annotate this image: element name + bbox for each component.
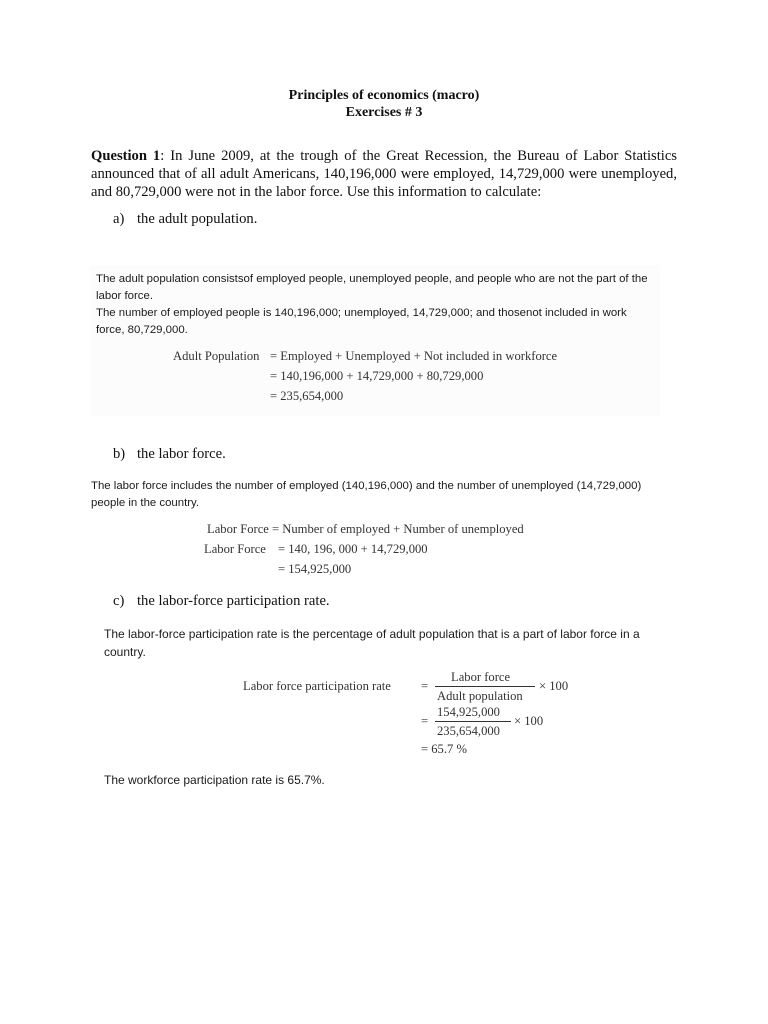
part-b-explanation-line-2: people in the country. <box>91 497 200 509</box>
part-c-prompt <box>113 593 330 610</box>
part-b-equation-line-1: Labor Force = Number of employed + Number of unemployed <box>207 522 524 536</box>
fraction-1-multiplier: × 100 <box>539 679 569 693</box>
part-c-explanation-line-2: country. <box>104 645 146 659</box>
fraction-2-bar <box>435 721 511 722</box>
document-subtitle: Exercises # 3 <box>345 105 423 120</box>
part-a-equation-line-2: = 140,196,000 + 14,729,000 + 80,729,000 <box>270 369 484 383</box>
part-a-equation-line-3: = 235,654,000 <box>270 389 344 403</box>
part-b-equation-line-3: = 154,925,000 <box>278 562 352 576</box>
part-c-result: = 65.7 % <box>421 742 467 756</box>
part-b-equation-lhs: Labor Force <box>204 542 266 556</box>
part-a-prompt-text: the adult population. <box>137 211 258 227</box>
part-a-equation-lhs: Adult Population <box>173 349 260 363</box>
part-a-explanation-line-1: The adult population consistsof employed people, unemployed people, and people who are not the part of the <box>96 273 648 285</box>
part-b-explanation-line-1: The labor force includes the number of employed (140,196,000) and the number of unemployed (14,729,000) <box>91 480 642 492</box>
part-c-equals-2: = <box>421 714 429 728</box>
part-c-prompt-text: the labor-force participation rate. <box>137 593 330 609</box>
fraction-1-numerator: Labor force <box>451 670 511 684</box>
part-a-explanation-line-4: force, 80,729,000. <box>96 324 188 336</box>
part-b-equation-line-2: = 140, 196, 000 + 14,729,000 <box>278 542 428 556</box>
question-label: Question 1 <box>91 148 161 164</box>
fraction-1-denominator: Adult population <box>437 689 523 703</box>
part-c-equation-lhs: Labor force participation rate <box>243 679 391 693</box>
part-a-prompt <box>113 211 257 228</box>
part-c-conclusion: The workforce participation rate is 65.7%. <box>104 773 325 787</box>
fraction-2-denominator: 235,654,000 <box>437 724 500 738</box>
part-b-prompt-text: the labor force. <box>137 446 226 462</box>
question-1-text <box>91 147 677 201</box>
part-c-explanation-line-1: The labor-force participation rate is the percentage of adult population that is a part of labor force in a <box>104 627 640 641</box>
part-c-equals-1: = <box>421 679 429 693</box>
document-title: Principles of economics (macro) <box>288 88 480 103</box>
part-b-label: b) <box>113 446 126 462</box>
question-body: : In June 2009, at the trough of the Great Recession, the Bureau of Labor Statistics announced that of all adult Americans, 140,196,000 were employed, 14,729,000 were unemployed, and 80,729,000 were not in the labor force. Use this information to calculate: <box>91 148 677 200</box>
fraction-1-bar <box>435 686 535 687</box>
fraction-2-numerator: 154,925,000 <box>437 705 500 719</box>
part-b-prompt <box>113 446 226 463</box>
fraction-2-multiplier: × 100 <box>514 714 544 728</box>
part-a-equation-line-1: = Employed + Unemployed + Not included in workforce <box>270 349 558 363</box>
part-a-explanation-line-3: The number of employed people is 140,196,000; unemployed, 14,729,000; and thosenot included in work <box>96 307 627 319</box>
part-c-label: c) <box>113 593 125 609</box>
part-a-label: a) <box>113 211 125 227</box>
part-a-explanation-line-2: labor force. <box>96 290 153 302</box>
